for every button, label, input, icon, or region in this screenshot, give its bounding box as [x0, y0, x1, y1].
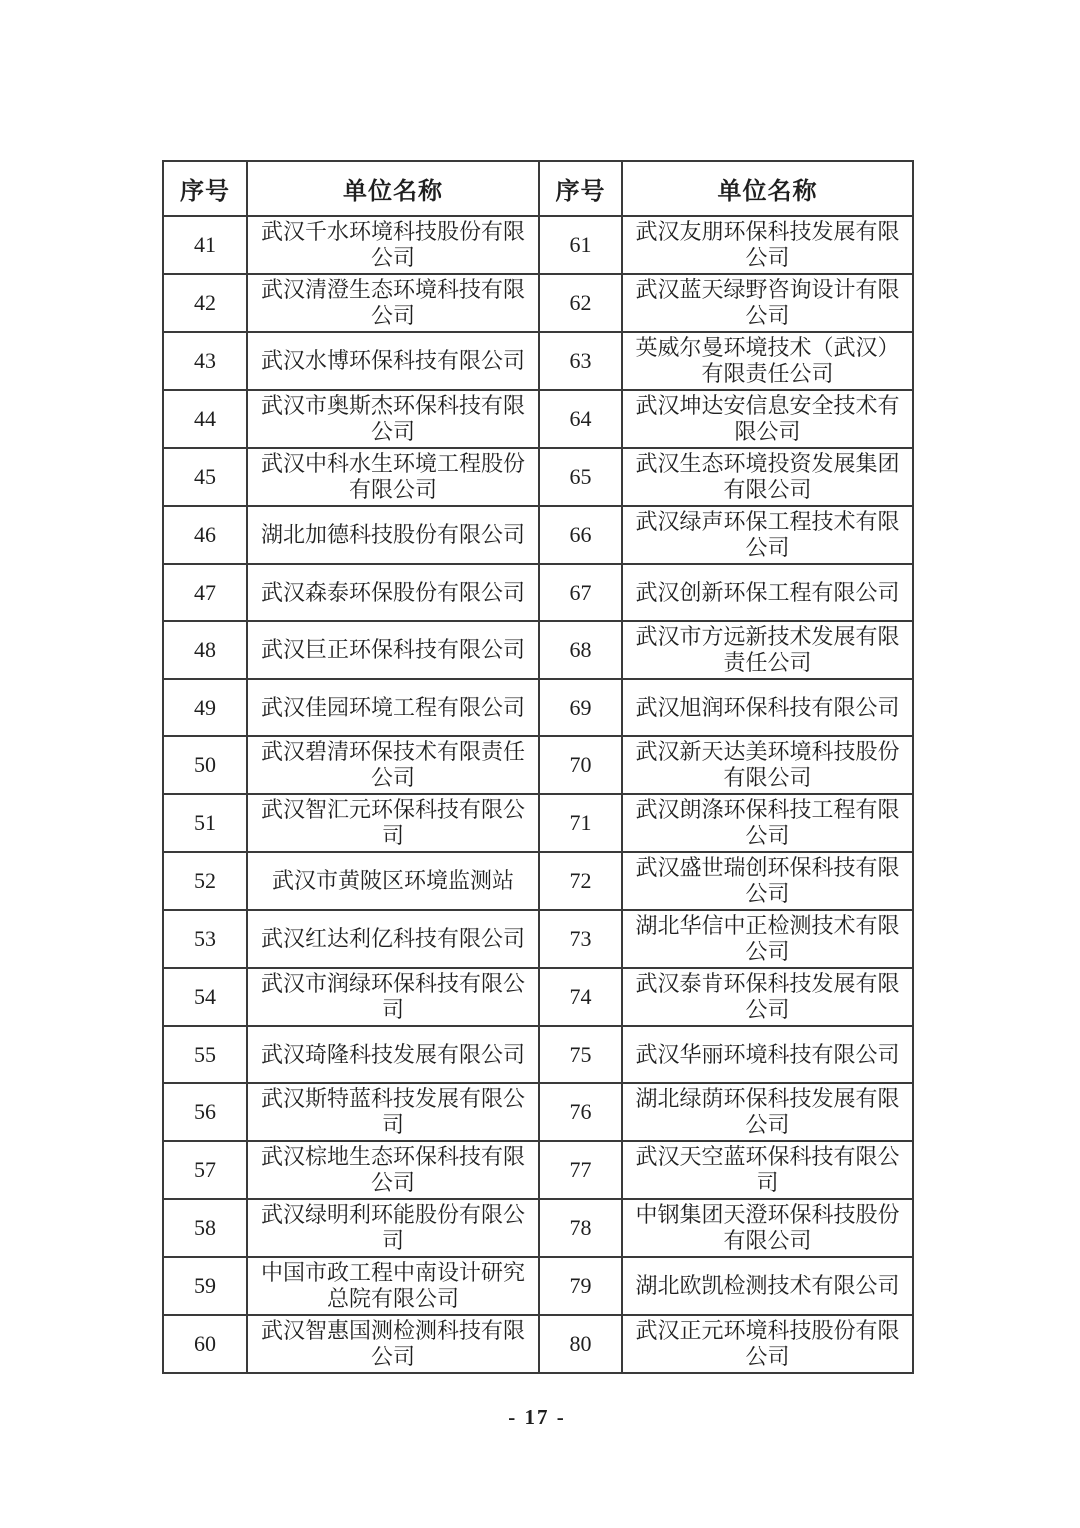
serial-cell-right: 80	[539, 1315, 622, 1373]
company-name-cell-left: 武汉斯特蓝科技发展有限公司	[247, 1083, 539, 1141]
page-number: - 17 -	[508, 1405, 566, 1429]
company-name-cell-left: 湖北加德科技股份有限公司	[247, 506, 539, 564]
table-row	[163, 679, 913, 736]
table-row	[163, 332, 913, 390]
serial-cell-right: 72	[539, 852, 622, 910]
serial-cell-right: 76	[539, 1083, 622, 1141]
company-name-cell-left: 武汉琦隆科技发展有限公司	[247, 1026, 539, 1083]
company-name-cell-left: 武汉红达利亿科技有限公司	[247, 910, 539, 968]
company-name-cell-right: 中钢集团天澄环保科技股份有限公司	[622, 1199, 913, 1257]
serial-cell-left: 47	[163, 564, 247, 621]
table-row	[163, 274, 913, 332]
serial-cell-right: 70	[539, 736, 622, 794]
serial-cell-left: 50	[163, 736, 247, 794]
header-unit-name-right: 单位名称	[622, 161, 913, 216]
company-name-cell-left: 武汉市润绿环保科技有限公司	[247, 968, 539, 1026]
serial-cell-left: 56	[163, 1083, 247, 1141]
company-name-cell-left: 中国市政工程中南设计研究总院有限公司	[247, 1257, 539, 1315]
company-name-cell-left: 武汉绿明利环能股份有限公司	[247, 1199, 539, 1257]
company-name-cell-left: 武汉市黄陂区环境监测站	[247, 852, 539, 910]
serial-cell-right: 73	[539, 910, 622, 968]
serial-cell-right: 79	[539, 1257, 622, 1315]
company-name-cell-right: 武汉蓝天绿野咨询设计有限公司	[622, 274, 913, 332]
company-name-cell-left: 武汉千水环境科技股份有限公司	[247, 216, 539, 274]
company-name-cell-right: 湖北欧凯检测技术有限公司	[622, 1257, 913, 1315]
table-row	[163, 1257, 913, 1315]
serial-cell-left: 44	[163, 390, 247, 448]
serial-cell-right: 75	[539, 1026, 622, 1083]
company-name-cell-right: 武汉新天达美环境科技股份有限公司	[622, 736, 913, 794]
serial-cell-left: 46	[163, 506, 247, 564]
company-name-cell-right: 武汉生态环境投资发展集团有限公司	[622, 448, 913, 506]
table-row	[163, 621, 913, 679]
company-name-cell-left: 武汉水博环保科技有限公司	[247, 332, 539, 390]
company-name-cell-right: 武汉市方远新技术发展有限责任公司	[622, 621, 913, 679]
company-name-cell-right: 湖北绿荫环保科技发展有限公司	[622, 1083, 913, 1141]
serial-cell-right: 78	[539, 1199, 622, 1257]
header-unit-name-left: 单位名称	[247, 161, 539, 216]
serial-cell-right: 71	[539, 794, 622, 852]
table-header-row	[163, 161, 913, 216]
serial-cell-right: 77	[539, 1141, 622, 1199]
company-name-cell-left: 武汉市奥斯杰环保科技有限公司	[247, 390, 539, 448]
table-row	[163, 1141, 913, 1199]
serial-cell-left: 59	[163, 1257, 247, 1315]
table-row	[163, 910, 913, 968]
company-name-cell-right: 武汉正元环境科技股份有限公司	[622, 1315, 913, 1373]
serial-cell-left: 53	[163, 910, 247, 968]
company-name-cell-left: 武汉清澄生态环境科技有限公司	[247, 274, 539, 332]
serial-cell-right: 68	[539, 621, 622, 679]
company-name-cell-left: 武汉中科水生环境工程股份有限公司	[247, 448, 539, 506]
serial-cell-left: 48	[163, 621, 247, 679]
company-name-cell-right: 武汉泰肯环保科技发展有限公司	[622, 968, 913, 1026]
serial-cell-right: 63	[539, 332, 622, 390]
table-row	[163, 390, 913, 448]
company-name-cell-left: 武汉智汇元环保科技有限公司	[247, 794, 539, 852]
table-row	[163, 1083, 913, 1141]
table-row	[163, 968, 913, 1026]
table-row	[163, 852, 913, 910]
serial-cell-right: 61	[539, 216, 622, 274]
serial-cell-right: 65	[539, 448, 622, 506]
serial-cell-left: 41	[163, 216, 247, 274]
serial-cell-right: 67	[539, 564, 622, 621]
company-name-cell-left: 武汉碧清环保技术有限责任公司	[247, 736, 539, 794]
company-name-cell-right: 武汉绿声环保工程技术有限公司	[622, 506, 913, 564]
company-name-cell-left: 武汉智惠国测检测科技有限公司	[247, 1315, 539, 1373]
company-name-cell-left: 武汉巨正环保科技有限公司	[247, 621, 539, 679]
table-row	[163, 448, 913, 506]
company-name-cell-left: 武汉棕地生态环保科技有限公司	[247, 1141, 539, 1199]
table-row	[163, 1315, 913, 1373]
serial-cell-right: 69	[539, 679, 622, 736]
serial-cell-left: 49	[163, 679, 247, 736]
serial-cell-left: 54	[163, 968, 247, 1026]
table-row	[163, 794, 913, 852]
company-name-cell-right: 武汉盛世瑞创环保科技有限公司	[622, 852, 913, 910]
company-name-cell-right: 武汉创新环保工程有限公司	[622, 564, 913, 621]
table-row	[163, 1199, 913, 1257]
company-name-cell-right: 武汉朗涤环保科技工程有限公司	[622, 794, 913, 852]
serial-cell-left: 45	[163, 448, 247, 506]
company-name-cell-left: 武汉森泰环保股份有限公司	[247, 564, 539, 621]
serial-cell-left: 43	[163, 332, 247, 390]
serial-cell-left: 60	[163, 1315, 247, 1373]
table-row	[163, 1026, 913, 1083]
company-name-cell-right: 武汉友朋环保科技发展有限公司	[622, 216, 913, 274]
company-name-cell-right: 武汉坤达安信息安全技术有限公司	[622, 390, 913, 448]
company-name-cell-left: 武汉佳园环境工程有限公司	[247, 679, 539, 736]
companies-table	[162, 160, 914, 1374]
serial-cell-right: 74	[539, 968, 622, 1026]
serial-cell-left: 57	[163, 1141, 247, 1199]
company-name-cell-right: 武汉华丽环境科技有限公司	[622, 1026, 913, 1083]
table-row	[163, 216, 913, 274]
serial-cell-left: 42	[163, 274, 247, 332]
company-name-cell-right: 湖北华信中正检测技术有限公司	[622, 910, 913, 968]
serial-cell-left: 58	[163, 1199, 247, 1257]
table-row	[163, 736, 913, 794]
table-row	[163, 506, 913, 564]
company-name-cell-right: 英威尔曼环境技术（武汉）有限责任公司	[622, 332, 913, 390]
header-serial-right: 序号	[539, 161, 622, 216]
table-row	[163, 564, 913, 621]
company-name-cell-right: 武汉旭润环保科技有限公司	[622, 679, 913, 736]
serial-cell-left: 51	[163, 794, 247, 852]
serial-cell-left: 55	[163, 1026, 247, 1083]
serial-cell-right: 64	[539, 390, 622, 448]
serial-cell-left: 52	[163, 852, 247, 910]
serial-cell-right: 66	[539, 506, 622, 564]
serial-cell-right: 62	[539, 274, 622, 332]
header-serial-left: 序号	[163, 161, 247, 216]
company-name-cell-right: 武汉天空蓝环保科技有限公司	[622, 1141, 913, 1199]
